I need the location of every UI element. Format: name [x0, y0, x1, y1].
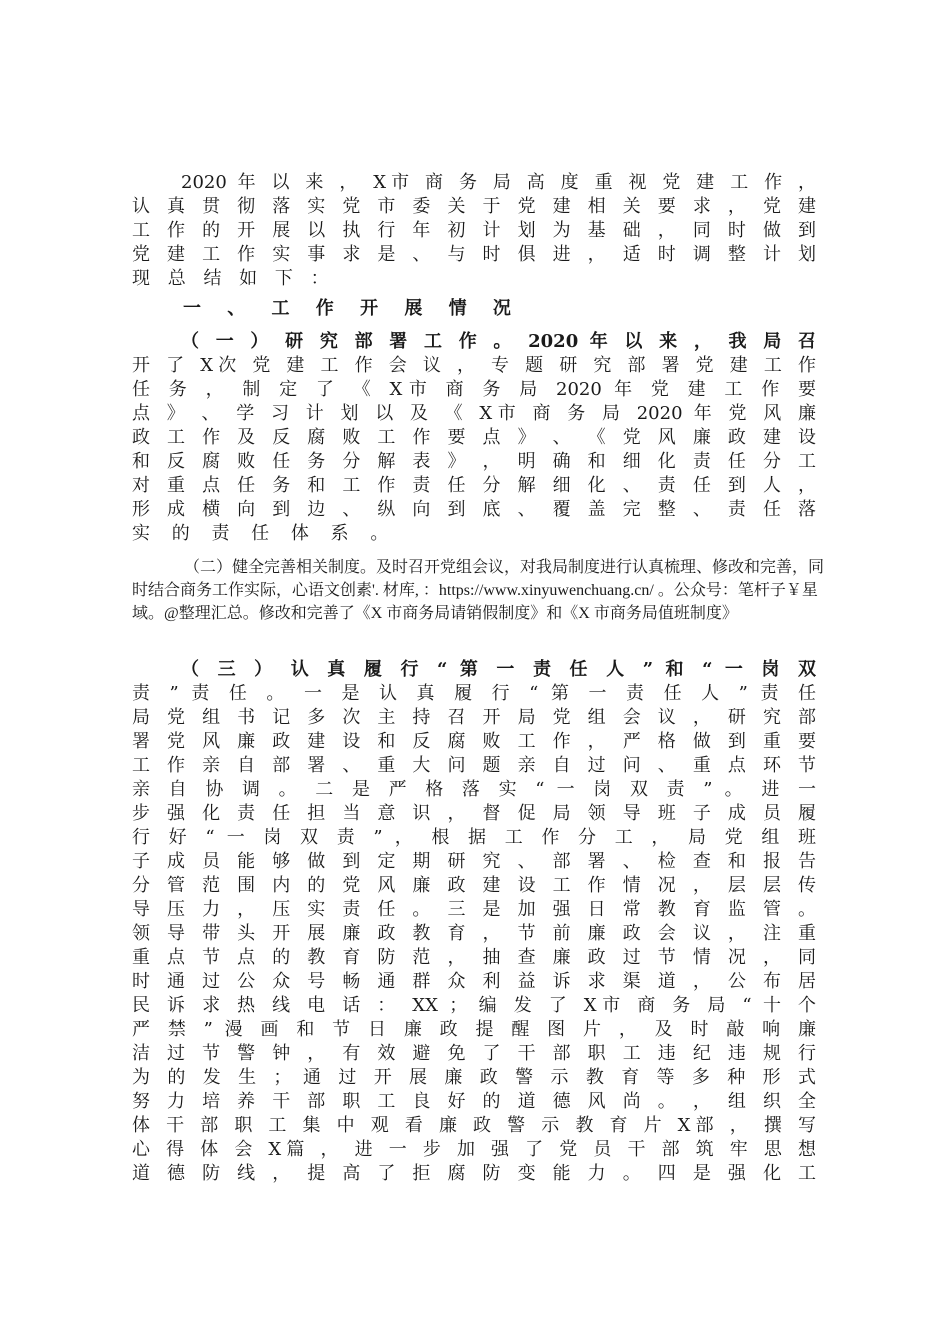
part3-line: 领 导 带 头 开 展 廉 政 教 育 ， 节 前 廉 政 会 议 ， 注 重: [132, 923, 816, 944]
part3-line: 体 干 部 职 工 集 中 观 看 廉 政 警 示 教 育 片 X部 ， 撰 写: [132, 1115, 816, 1136]
section-heading: 一 、 工 作 开 展 情 况: [183, 298, 521, 319]
part2-paragraph: （二）健全完善相关制度。及时召开党组会议，对我局制度进行认真梳理、修改和完善，同时结合商务工作实际，心语文创素'. 材库, ：https://www.xinyuwenchuang.cn/ 。公众号：笔杆子￥星域。@整理汇总。修改和完善了《X 市商务局请销假制度》和《X 市商务局值班制度》: [132, 559, 825, 622]
part3-line: 步 强 化 责 任 担 当 意 识 ， 督 促 局 领 导 班 子 成 员 履: [132, 803, 816, 824]
intro-line: 党 建 工 作 实 事 求 是 、 与 时 俱 进 ， 适 时 调 整 计 划: [132, 244, 816, 265]
part1-line: 对 重 点 任 务 和 工 作 责 任 分 解 细 化 、 责 任 到 人 ，: [132, 475, 816, 496]
part3-line: 重 点 节 点 的 教 育 防 范 ， 抽 查 廉 政 过 节 情 况 ， 同: [132, 947, 816, 968]
part3-line: 努 力 培 养 干 部 职 工 良 好 的 道 德 风 尚 。 ， 组 织 全: [132, 1091, 816, 1112]
part1-line: 和 反 腐 败 任 务 分 解 表 》 ， 明 确 和 细 化 责 任 分 工: [132, 451, 816, 472]
part1-line: 形 成 横 向 到 边 、 纵 向 到 底 、 覆 盖 完 整 、 责 任 落: [132, 499, 816, 520]
part3-line: 工 作 亲 自 部 署 、 重 大 问 题 亲 自 过 问 、 重 点 环 节: [132, 755, 816, 776]
intro-line: 工 作 的 开 展 以 执 行 年 初 计 划 为 基 础 ， 同 时 做 到: [132, 220, 816, 241]
part3-line: 时 通 过 公 众 号 畅 通 群 众 利 益 诉 求 渠 道 ， 公 布 居: [132, 971, 816, 992]
part3-line: 为 的 发 生 ； 通 过 开 展 廉 政 警 示 教 育 等 多 种 形 式: [132, 1067, 816, 1088]
part3-line: 子 成 员 能 够 做 到 定 期 研 究 、 部 署 、 检 查 和 报 告: [132, 851, 816, 872]
part3-line: 行 好 “ 一 岗 双 责 ” ， 根 据 工 作 分 工 ， 局 党 组 班: [132, 827, 816, 848]
part3-line: 局 党 组 书 记 多 次 主 持 召 开 局 党 组 会 议 ， 研 究 部: [132, 707, 816, 728]
intro-line: 认 真 贯 彻 落 实 党 市 委 关 于 党 建 相 关 要 求 ， 党 建: [132, 196, 816, 217]
part3-line: 责 ” 责 任 。 一 是 认 真 履 行 “ 第 一 责 任 人 ” 责 任: [132, 683, 816, 704]
part1-line: 政 工 作 及 反 腐 败 工 作 要 点 》 、 《 党 风 廉 政 建 设: [132, 427, 816, 448]
part1-line: 点 》 、 学 习 计 划 以 及 《 X市 商 务 局 2020 年 党 风 廉: [132, 403, 816, 424]
part3-line: 道 德 防 线 ， 提 高 了 拒 腐 防 变 能 力 。 四 是 强 化 工: [132, 1163, 816, 1184]
part3-line: 严 禁 ” 漫 画 和 节 日 廉 政 提 醒 图 片 ， 及 时 敲 响 廉: [132, 1019, 816, 1040]
part3-line: （ 三 ） 认 真 履 行 “ 第 一 责 任 人 ” 和 “ 一 岗 双: [181, 659, 816, 680]
intro-line: 现 总 结 如 下 ：: [132, 268, 335, 289]
part3-line: 导 压 力 ， 压 实 责 任 。 三 是 加 强 日 常 教 育 监 管 。: [132, 899, 816, 920]
part1-line: 开 了 X次 党 建 工 作 会 议 ， 专 题 研 究 部 署 党 建 工 作: [132, 355, 816, 376]
part3-line: 民 诉 求 热 线 电 话 ： XX ； 编 发 了 X市 商 务 局 “ 十 个: [132, 995, 816, 1016]
part3-line: 心 得 体 会 X篇 ， 进 一 步 加 强 了 党 员 干 部 筑 牢 思 想: [132, 1139, 816, 1160]
part3-line: 洁 过 节 警 钟 ， 有 效 避 免 了 干 部 职 工 违 纪 违 规 行: [132, 1043, 816, 1064]
part1-line: 实 的 责 任 体 系 。: [132, 523, 397, 544]
part3-line: 署 党 风 廉 政 建 设 和 反 腐 败 工 作 ， 严 格 做 到 重 要: [132, 731, 816, 752]
part1-line: 任 务 ， 制 定 了 《 X市 商 务 局 2020 年 党 建 工 作 要: [132, 379, 816, 400]
part1-line: （ 一 ） 研 究 部 署 工 作 。 2020 年 以 来 ， 我 局 召: [181, 331, 816, 352]
part3-line: 分 管 范 围 内 的 党 风 廉 政 建 设 工 作 情 况 ， 层 层 传: [132, 875, 816, 896]
intro-line: 2020 年 以 来 ， X市 商 务 局 高 度 重 视 党 建 工 作 ，: [181, 172, 816, 193]
part3-line: 亲 自 协 调 。 二 是 严 格 落 实 “ 一 岗 双 责 ” 。 进 一: [132, 779, 816, 800]
